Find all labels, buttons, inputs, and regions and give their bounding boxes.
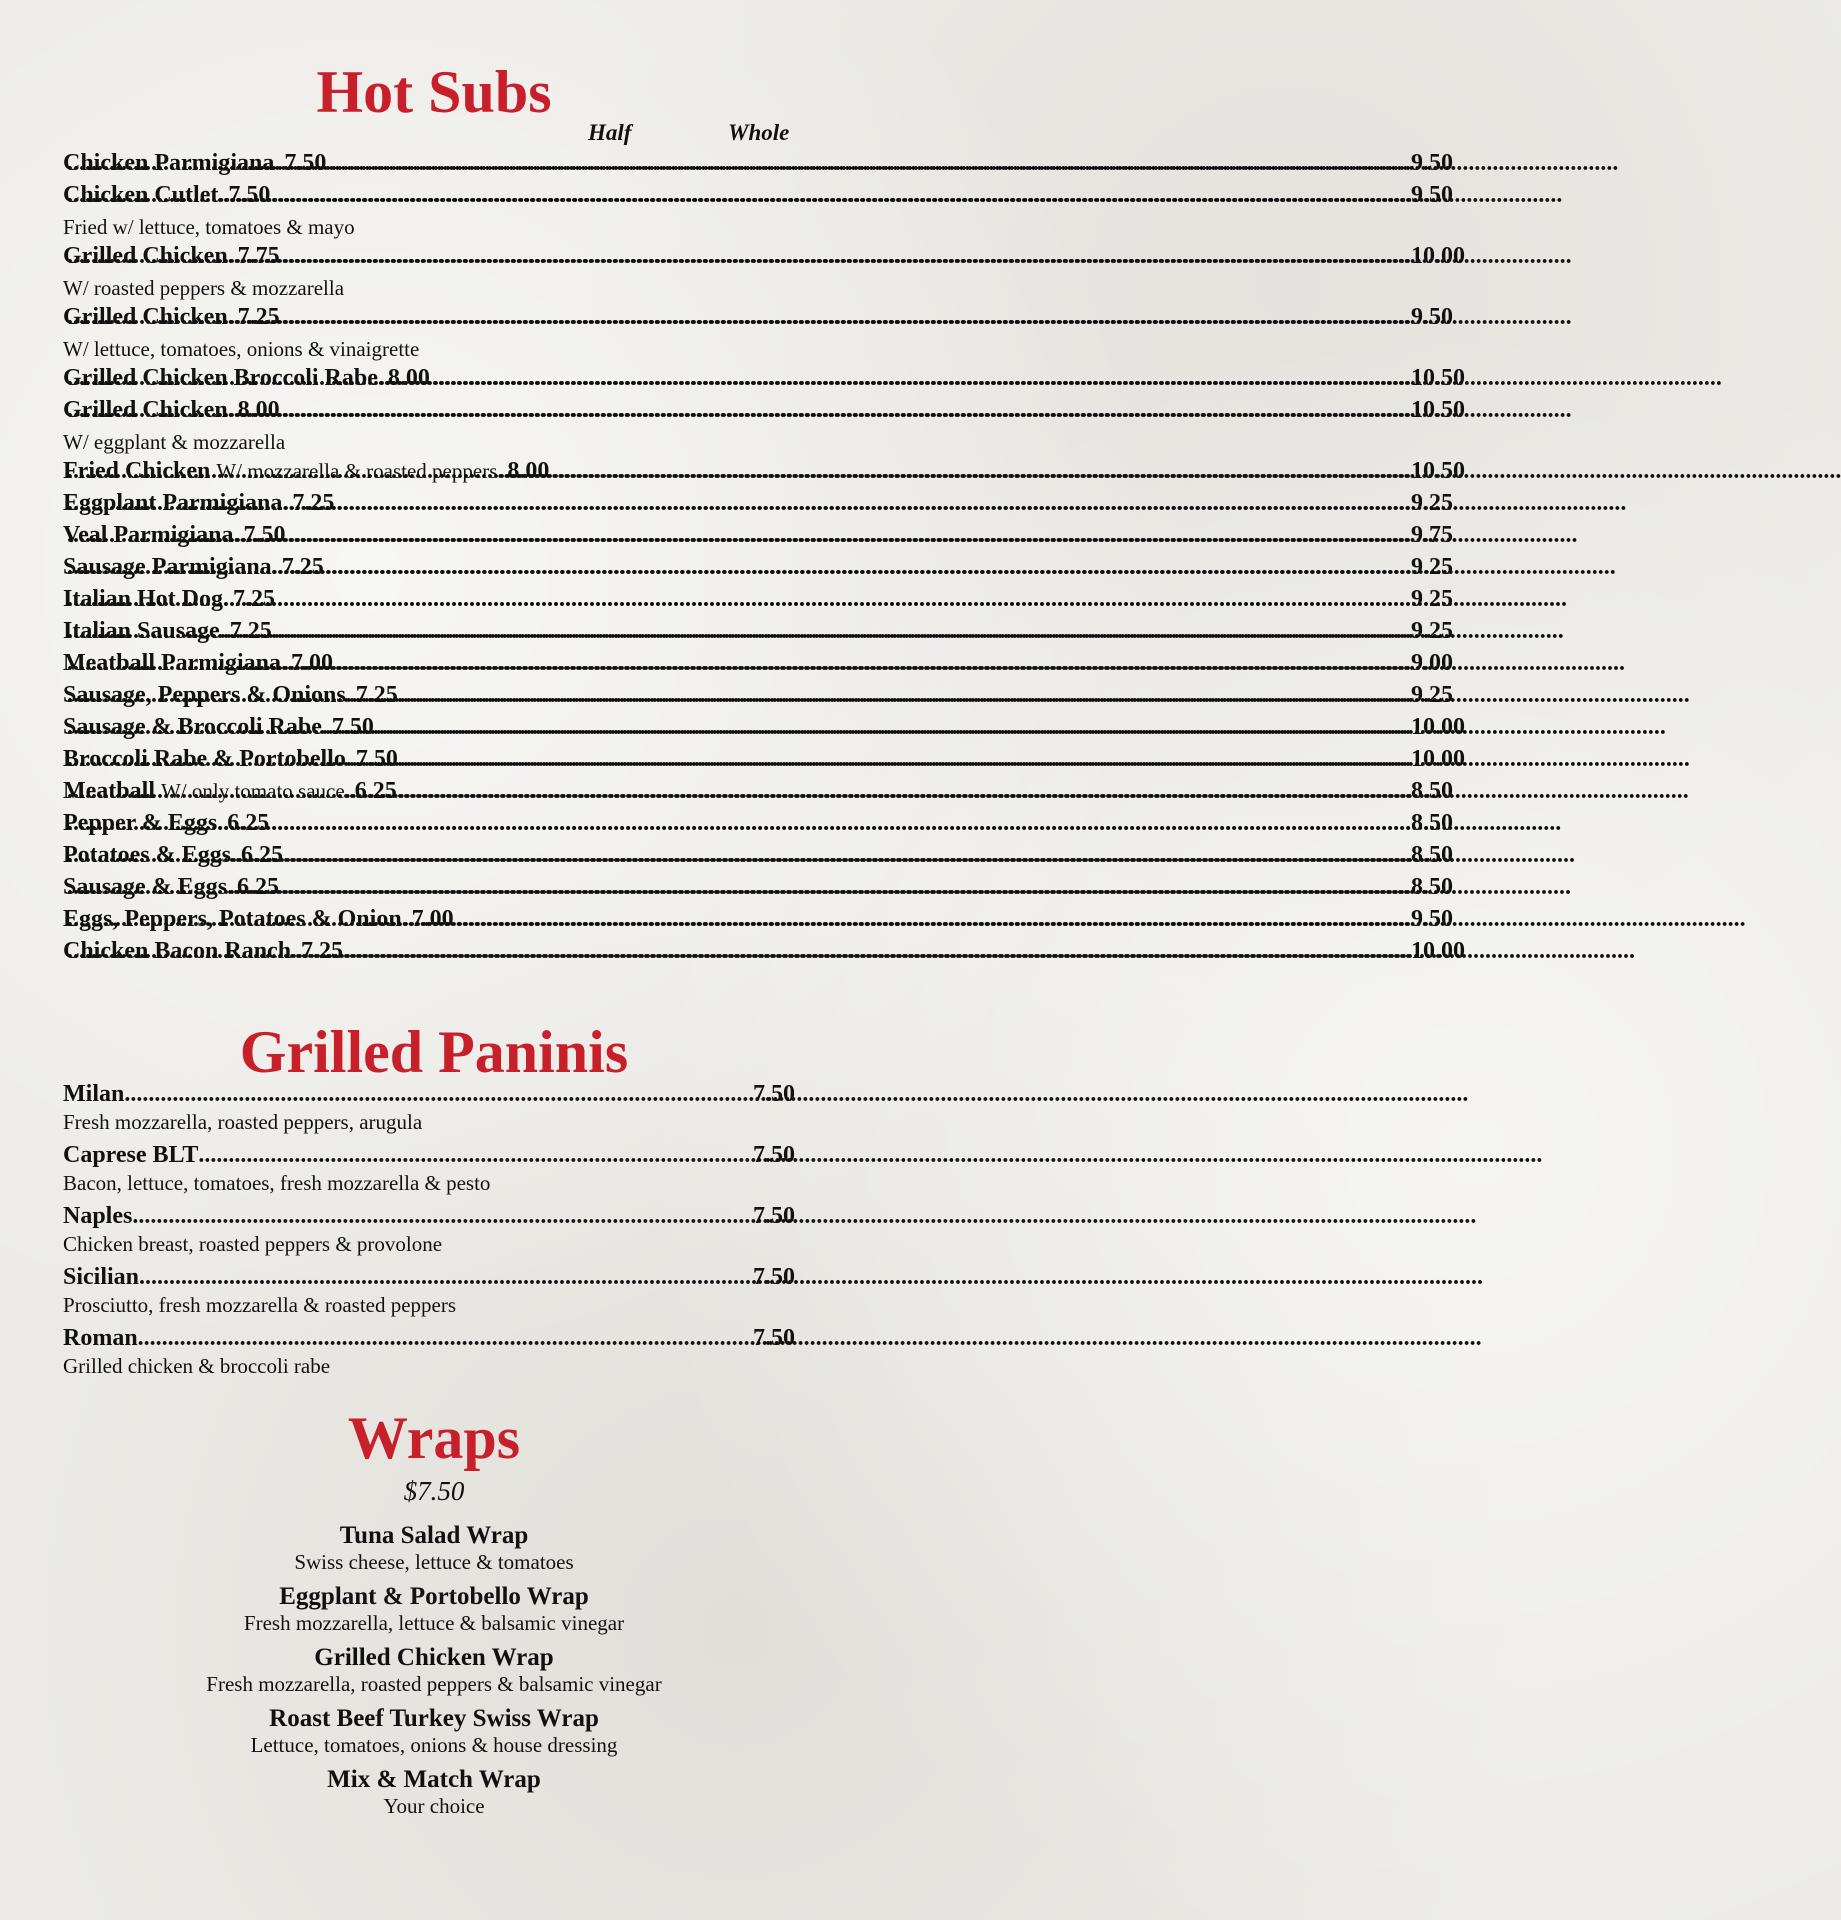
whole-price-segment [67, 523, 1453, 547]
item-name: Eggs, Peppers, Potatoes & Onion [63, 906, 402, 932]
item-name: Meatball [63, 778, 155, 804]
half-price: 8.00 [237, 397, 280, 423]
menu-item-row [63, 906, 1453, 932]
item-name: Meatball Parmigiana [63, 650, 281, 676]
half-price: 6.25 [237, 874, 280, 900]
dot-leader [67, 305, 1411, 329]
menu-item-row [63, 397, 1465, 423]
half-price: 8.00 [507, 458, 550, 484]
dot-leader [124, 1082, 753, 1106]
dot-leader [138, 1326, 753, 1350]
wrap-item [0, 1767, 868, 1817]
whole-price-segment [67, 683, 1453, 707]
half-price: 7.25 [301, 938, 344, 964]
dot-leader [67, 366, 1411, 390]
whole-price: 9.50 [1411, 304, 1453, 330]
dot-leader [67, 779, 1411, 803]
whole-price-segment [67, 907, 1453, 931]
whole-price: 10.50 [1411, 458, 1465, 484]
item-description: Prosciutto, fresh mozzarella & roasted peppers [63, 1293, 457, 1317]
wrap-item [0, 1523, 868, 1573]
whole-price-segment [67, 843, 1453, 867]
half-price: 7.50 [243, 522, 286, 548]
whole-price-segment [67, 366, 1465, 390]
item-description: Grilled chicken & broccoli rabe [63, 1354, 331, 1378]
half-price: 7.25 [237, 304, 280, 330]
whole-price: 8.50 [1411, 778, 1453, 804]
item-name: Veal Parmigiana [63, 522, 234, 548]
item-price: 7.50 [753, 1264, 795, 1290]
dot-leader [67, 459, 1411, 483]
wrap-item [0, 1645, 868, 1695]
half-price: 7.75 [237, 243, 280, 269]
whole-price-segment [67, 587, 1453, 611]
menu-item-row [63, 150, 1453, 176]
whole-price: 9.50 [1411, 150, 1453, 176]
whole-price: 9.75 [1411, 522, 1453, 548]
menu-item-row [63, 304, 1453, 330]
item-name: Naples [63, 1203, 133, 1229]
item-name: Eggplant Parmigiana [63, 490, 283, 516]
dot-leader [67, 651, 1411, 675]
item-description: W/ eggplant & mozzarella [63, 430, 286, 454]
whole-price-segment [67, 747, 1465, 771]
wrap-item [0, 1706, 868, 1756]
whole-price-segment [67, 715, 1465, 739]
whole-price-segment [67, 875, 1453, 899]
panini-row [63, 1204, 795, 1228]
menu-item-row [63, 490, 1453, 516]
item-note: W/ mozzarella & roasted peppers [216, 459, 498, 483]
dot-leader [67, 619, 1411, 643]
whole-price: 10.00 [1411, 746, 1465, 772]
menu-item-row [63, 778, 1453, 804]
hot-subs-title: Hot Subs [316, 59, 552, 125]
item-name: Chicken Cutlet [63, 182, 219, 208]
item-name: Sicilian [63, 1264, 140, 1290]
item-name: Italian Hot Dog [63, 586, 224, 612]
item-description: W/ lettuce, tomatoes, onions & vinaigrette [63, 337, 420, 361]
item-name: Sausage Parmigiana [63, 554, 272, 580]
dot-leader [67, 715, 1411, 739]
item-name: Chicken Bacon Ranch [63, 938, 292, 964]
menu-item-row [63, 650, 1453, 676]
dot-leader [67, 747, 1411, 771]
half-price: 7.50 [228, 182, 271, 208]
whole-price: 10.00 [1411, 714, 1465, 740]
dot-leader [67, 587, 1411, 611]
item-description: Chicken breast, roasted peppers & provolone [63, 1232, 443, 1256]
whole-price: 9.25 [1411, 618, 1453, 644]
half-column-header: Half [588, 120, 632, 145]
dot-leader [67, 811, 1411, 835]
half-price: 7.50 [355, 746, 398, 772]
menu-item-row [63, 458, 1465, 484]
item-description: Fresh mozzarella, roasted peppers, arugula [63, 1110, 423, 1134]
whole-price: 8.50 [1411, 842, 1453, 868]
whole-price-segment [67, 244, 1465, 268]
menu-item-row [63, 522, 1453, 548]
dot-leader [67, 683, 1411, 707]
item-price: 7.50 [753, 1081, 795, 1107]
item-note: W/ only tomato sauce [160, 779, 345, 803]
whole-price: 9.25 [1411, 586, 1453, 612]
dot-leader [67, 907, 1411, 931]
menu-item-row [63, 938, 1465, 964]
item-name: Pepper & Eggs [63, 810, 218, 836]
dot-leader [67, 875, 1411, 899]
dot-leader [67, 244, 1411, 268]
whole-price-segment [67, 779, 1453, 803]
dot-leader [67, 491, 1411, 515]
dot-leader [67, 183, 1411, 207]
item-name: Sausage, Peppers & Onions [63, 682, 346, 708]
half-price: 7.50 [284, 150, 327, 176]
whole-price-segment [67, 183, 1453, 207]
menu-item-row [63, 842, 1453, 868]
item-name: Broccoli Rabe & Portobello [63, 746, 346, 772]
half-price: 7.25 [281, 554, 324, 580]
item-price: 7.50 [753, 1142, 795, 1168]
menu-item-row [63, 182, 1453, 208]
dot-leader [67, 398, 1411, 422]
half-price: 6.25 [354, 778, 397, 804]
whole-price: 8.50 [1411, 874, 1453, 900]
whole-price-segment [67, 555, 1453, 579]
wrap-name: Roast Beef Turkey Swiss Wrap [269, 1705, 599, 1732]
wrap-description: Fresh mozzarella, lettuce & balsamic vinegar [243, 1611, 625, 1635]
menu-item-row [63, 586, 1453, 612]
item-name: Potatoes & Eggs [63, 842, 231, 868]
half-price: 7.50 [331, 714, 374, 740]
dot-leader [132, 1204, 753, 1228]
wrap-name: Tuna Salad Wrap [339, 1522, 529, 1549]
item-name: Chicken Parmigiana [63, 150, 275, 176]
paninis-title: Grilled Paninis [239, 1019, 629, 1085]
menu-item-row [63, 746, 1465, 772]
item-name: Grilled Chicken Broccoli Rabe [63, 365, 378, 391]
panini-row [63, 1265, 795, 1289]
whole-price: 9.25 [1411, 682, 1453, 708]
whole-price-segment [67, 305, 1453, 329]
item-price: 7.50 [753, 1325, 795, 1351]
panini-row [63, 1326, 795, 1350]
whole-column-header: Whole [728, 120, 790, 145]
whole-price: 9.50 [1411, 182, 1453, 208]
dot-leader [67, 843, 1411, 867]
dot-leader [139, 1265, 753, 1289]
half-price: 7.25 [355, 682, 398, 708]
half-price: 8.00 [387, 365, 430, 391]
half-price: 7.25 [229, 618, 272, 644]
item-name: Sausage & Broccoli Rabe [63, 714, 322, 740]
whole-price: 9.25 [1411, 490, 1453, 516]
item-description: Bacon, lettuce, tomatoes, fresh mozzarella & pesto [63, 1171, 491, 1195]
wrap-name: Mix & Match Wrap [327, 1766, 541, 1793]
whole-price: 10.50 [1411, 365, 1465, 391]
item-name: Milan [63, 1081, 125, 1107]
whole-price: 8.50 [1411, 810, 1453, 836]
whole-price-segment [67, 619, 1453, 643]
whole-price-segment [67, 398, 1465, 422]
wrap-name: Grilled Chicken Wrap [314, 1644, 554, 1671]
wrap-description: Lettuce, tomatoes, onions & house dressing [250, 1733, 618, 1757]
item-description: Fried w/ lettuce, tomatoes & mayo [63, 215, 355, 239]
menu-item-row [63, 618, 1453, 644]
item-name: Grilled Chicken [63, 304, 228, 330]
whole-price: 9.50 [1411, 906, 1453, 932]
wrap-description: Swiss cheese, lettuce & tomatoes [294, 1550, 574, 1574]
item-name: Fried Chicken [63, 458, 211, 484]
menu-item-row [63, 243, 1465, 269]
wrap-description: Your choice [383, 1794, 485, 1818]
wraps-title: Wraps [347, 1405, 521, 1471]
whole-price: 10.50 [1411, 397, 1465, 423]
half-price: 6.25 [227, 810, 270, 836]
half-price: 7.25 [233, 586, 276, 612]
menu-item-row [63, 714, 1465, 740]
whole-price-segment [67, 651, 1453, 675]
whole-price: 9.25 [1411, 554, 1453, 580]
dot-leader [67, 151, 1411, 175]
whole-price-segment [67, 491, 1453, 515]
wraps-price: $7.50 [403, 1476, 465, 1506]
wrap-item [0, 1584, 868, 1634]
wrap-description: Fresh mozzarella, roasted peppers & balsamic vinegar [206, 1672, 662, 1696]
wrap-name: Eggplant & Portobello Wrap [279, 1583, 589, 1610]
whole-price-segment [67, 459, 1465, 483]
panini-row [63, 1082, 795, 1106]
item-name: Sausage & Eggs [63, 874, 228, 900]
dot-leader [67, 523, 1411, 547]
menu-item-row [63, 554, 1453, 580]
dot-leader [67, 555, 1411, 579]
item-name: Grilled Chicken [63, 397, 228, 423]
whole-price: 10.00 [1411, 243, 1465, 269]
item-name: Roman [63, 1325, 138, 1351]
item-description: W/ roasted peppers & mozzarella [63, 276, 345, 300]
half-price: 7.00 [411, 906, 454, 932]
menu-item-row [63, 682, 1453, 708]
menu-item-row [63, 365, 1465, 391]
whole-price-segment [67, 151, 1453, 175]
item-name: Grilled Chicken [63, 243, 228, 269]
dot-leader [198, 1143, 753, 1167]
dot-leader [67, 939, 1411, 963]
half-price: 6.25 [240, 842, 283, 868]
half-price: 7.25 [292, 490, 335, 516]
item-price: 7.50 [753, 1203, 795, 1229]
item-name: Caprese BLT [63, 1142, 199, 1168]
whole-price: 10.00 [1411, 938, 1465, 964]
whole-price-segment [67, 939, 1465, 963]
menu-item-row [63, 810, 1453, 836]
whole-price-segment [67, 811, 1453, 835]
item-name: Italian Sausage [63, 618, 220, 644]
half-price: 7.00 [290, 650, 333, 676]
panini-row [63, 1143, 795, 1167]
menu-item-row [63, 874, 1453, 900]
whole-price: 9.00 [1411, 650, 1453, 676]
